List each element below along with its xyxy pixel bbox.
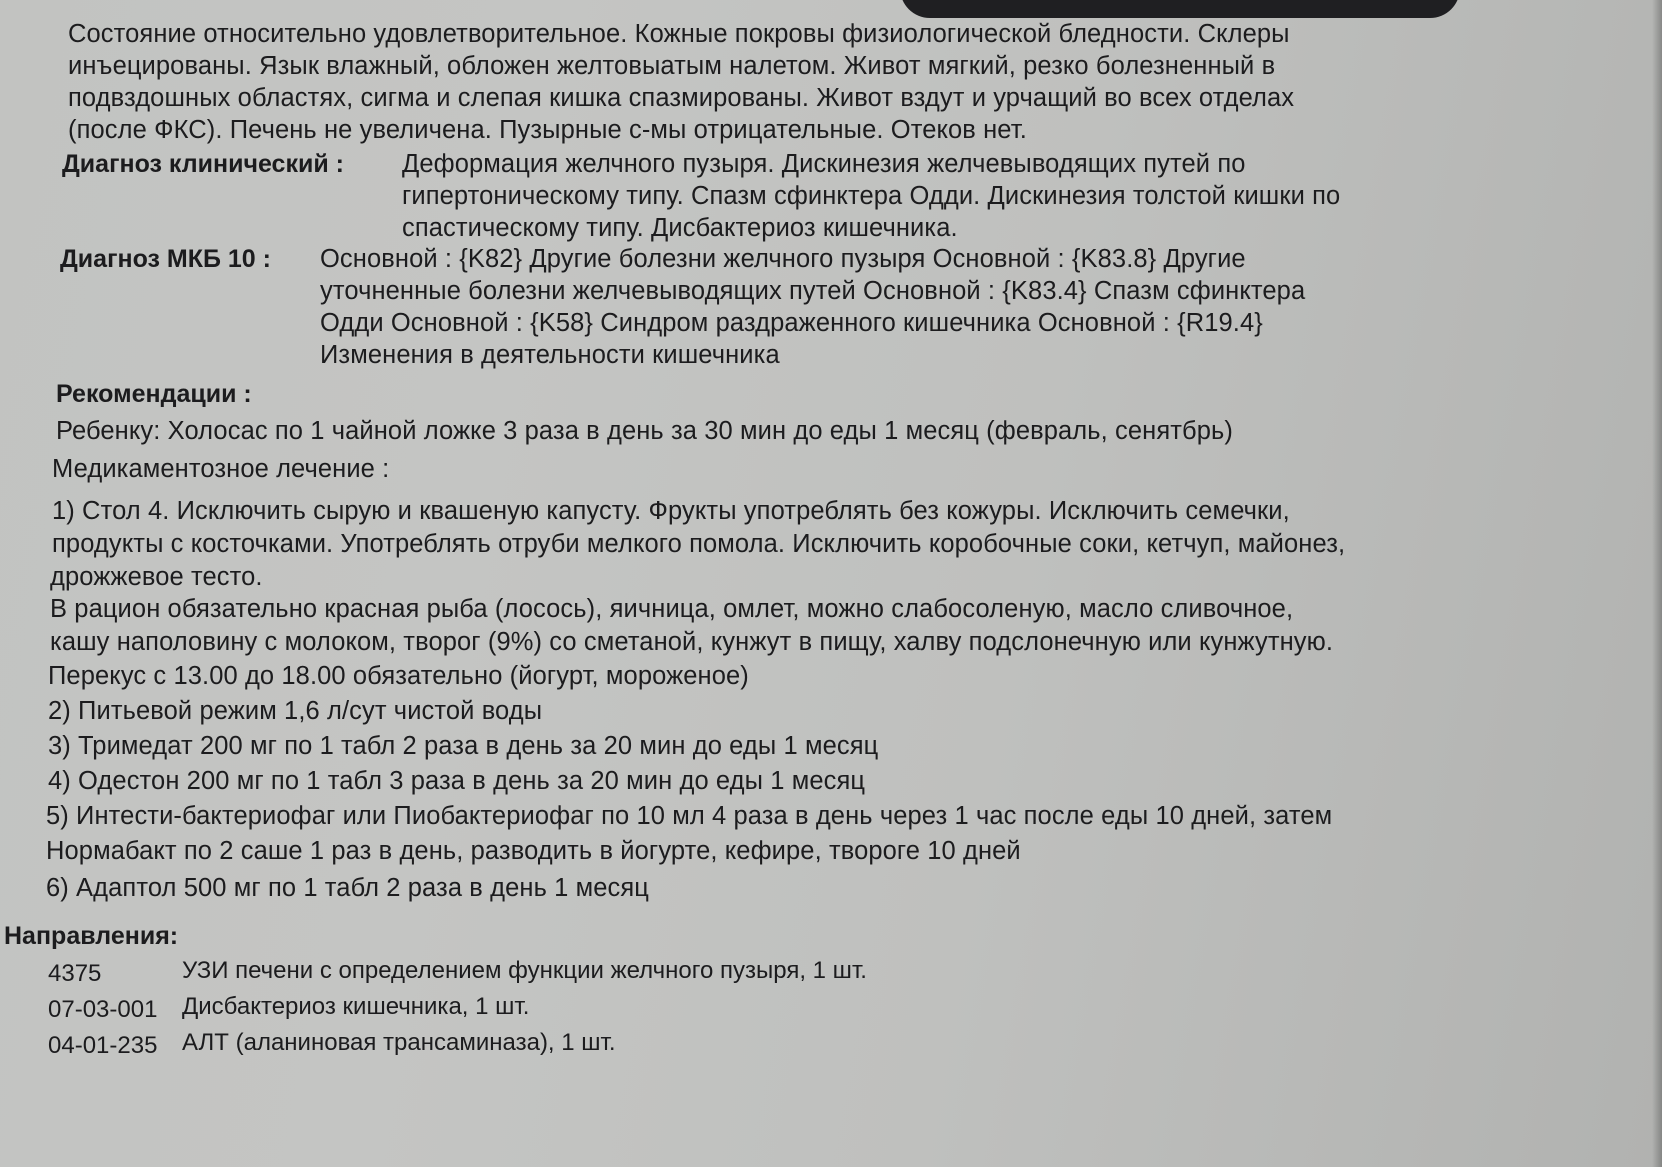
recommendation-line: 2) Питьевой режим 1,6 л/сут чистой воды xyxy=(48,697,543,725)
referral-code: 4375 xyxy=(48,960,102,987)
recommendation-line: 5) Интести-бактериофаг или Пиобактериофаг по 10 мл 4 раза в день через 1 час после еды 10 дней, затем xyxy=(46,802,1333,830)
recommendation-line: 6) Адаптол 500 мг по 1 табл 2 раза в день 1 месяц xyxy=(46,874,649,902)
page-edge xyxy=(1652,0,1662,1167)
recommendation-line: 4) Одестон 200 мг по 1 табл 3 раза в день за 20 мин до еды 1 месяц xyxy=(48,767,866,795)
recommendation-line: Нормабакт по 2 саше 1 раз в день, разводить в йогурте, кефире, твороге 10 дней xyxy=(46,837,1021,865)
diagnosis-icd-label: Диагноз МКБ 10 : xyxy=(60,245,271,273)
diagnosis-clinical-label: Диагноз клинический : xyxy=(62,150,344,178)
recommendation-line: 3) Тримедат 200 мг по 1 табл 2 раза в день за 20 мин до еды 1 месяц xyxy=(48,732,879,760)
recommendation-line: дрожжевое тесто. xyxy=(50,563,263,591)
diagnosis-clinical-line-1: Деформация желчного пузыря. Дискинезия желчевыводящих путей по xyxy=(402,150,1246,178)
status-line-1: Состояние относительно удовлетворительное. Кожные покровы физиологической бледности. Склеры xyxy=(68,20,1290,48)
diagnosis-clinical-line-3: спастическому типу. Дисбактериоз кишечника. xyxy=(402,214,958,242)
status-line-2: инъецированы. Язык влажный, обложен желтовыатым налетом. Живот мягкий, резко болезненный в xyxy=(68,52,1276,80)
diagnosis-icd-line-3: Одди Основной : {K58} Синдром раздраженного кишечника Основной : {R19.4} xyxy=(320,309,1263,337)
recommendation-line: В рацион обязательно красная рыба (лосось), яичница, омлет, можно слабосоленую, масло сливочное, xyxy=(50,595,1294,623)
referral-text: УЗИ печени с определением функции желчного пузыря, 1 шт. xyxy=(182,957,867,984)
top-shadow xyxy=(900,0,1460,18)
status-line-3: подвздошных областях, сигма и слепая кишка спазмированы. Живот вздут и урчащий во всех отделах xyxy=(68,84,1295,112)
status-line-4: (после ФКС). Печень не увеличена. Пузырные с-мы отрицательные. Отеков нет. xyxy=(68,116,1027,144)
recommendations-label: Рекомендации : xyxy=(56,380,252,408)
diagnosis-icd-line-2: уточненные болезни желчевыводящих путей Основной : {K83.4} Спазм сфинктера xyxy=(320,277,1306,305)
referrals-label: Направления: xyxy=(4,922,179,950)
referral-code: 04-01-235 xyxy=(48,1032,158,1059)
referral-code: 07-03-001 xyxy=(48,996,158,1023)
diagnosis-icd-line-4: Изменения в деятельности кишечника xyxy=(320,341,780,369)
recommendation-line: 1) Стол 4. Исключить сырую и квашеную капусту. Фрукты употреблять без кожуры. Исключить семечки, xyxy=(52,497,1290,525)
referral-text: Дисбактериоз кишечника, 1 шт. xyxy=(182,993,530,1020)
recommendation-line: продукты с косточками. Употреблять отруби мелкого помола. Исключить коробочные соки, кетчуп, майонез, xyxy=(52,530,1346,558)
diagnosis-icd-line-1: Основной : {K82} Другие болезни желчного пузыря Основной : {K83.8} Другие xyxy=(320,245,1246,273)
recommendation-line: Перекус с 13.00 до 18.00 обязательно (йогурт, мороженое) xyxy=(48,662,749,690)
recommendation-line: кашу наполовину с молоком, творог (9%) со сметаной, кунжут в пищу, халву подслонечную или кунжутную. xyxy=(50,628,1334,656)
diagnosis-clinical-line-2: гипертоническому типу. Спазм сфинктера Одди. Дискинезия толстой кишки по xyxy=(402,182,1341,210)
referral-text: АЛТ (аланиновая трансаминаза), 1 шт. xyxy=(182,1029,616,1056)
recommendations-child-line: Ребенку: Холосас по 1 чайной ложке 3 раза в день за 30 мин до еды 1 месяц (февраль, сенятбрь) xyxy=(56,417,1234,445)
medication-label: Медикаментозное лечение : xyxy=(52,455,390,483)
